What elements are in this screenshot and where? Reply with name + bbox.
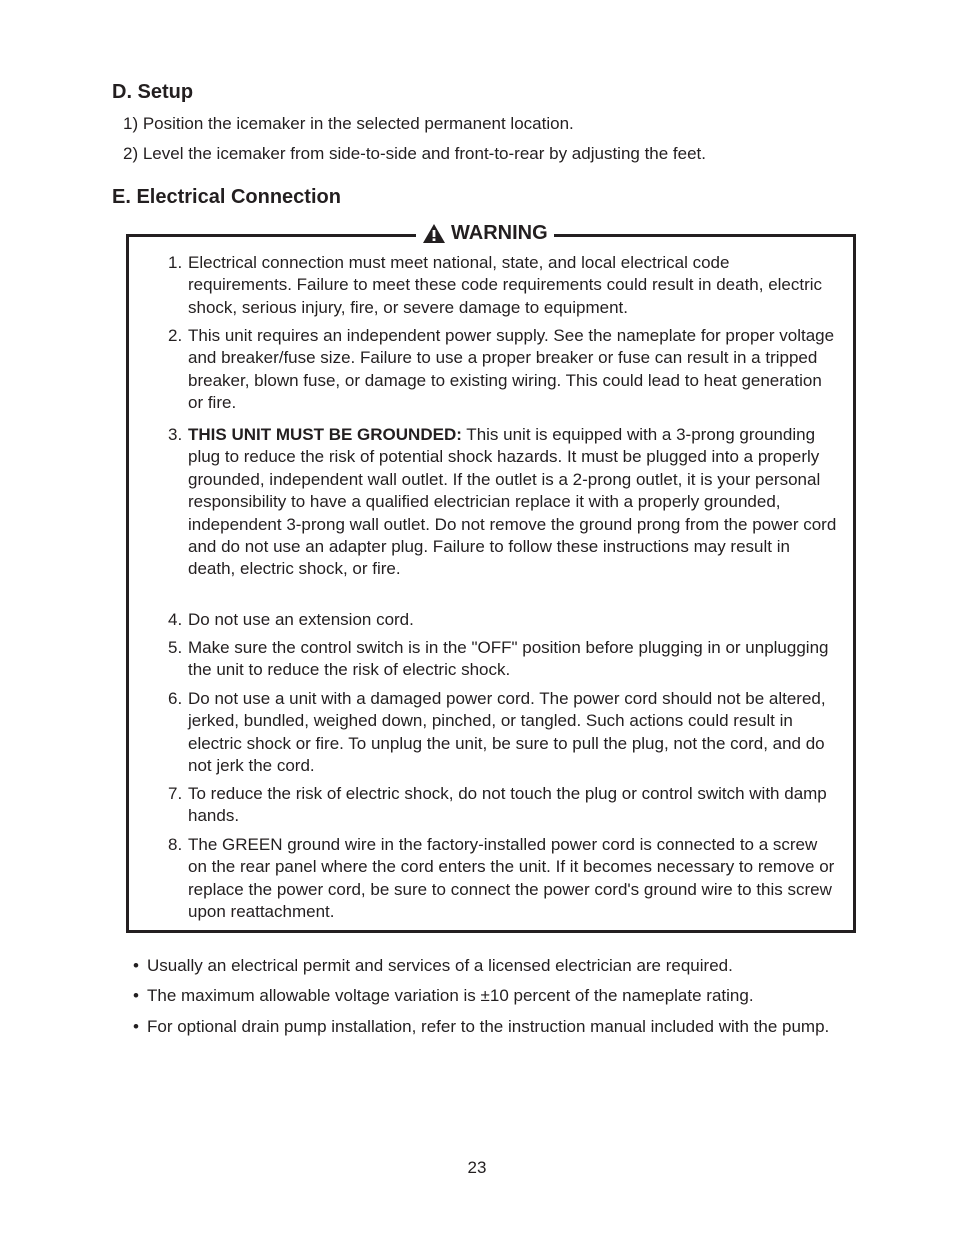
warning-title-text: WARNING: [451, 221, 548, 244]
bullet: •: [133, 986, 139, 1005]
warning-item-1: [168, 252, 838, 319]
warning-item-number: 5.: [168, 638, 183, 657]
warning-item-text: [168, 424, 838, 581]
warning-item-text: This unit requires an independent power supply. See the nameplate for proper voltage and breaker/fuse size. Failure to use a proper breaker or fuse can result in a tripped breaker, blown fuse, or damage to existing wiring. This could lead to heat generation or fire.: [188, 326, 835, 413]
grounding-emphasis: THIS UNIT MUST BE GROUNDED:: [188, 425, 462, 444]
warning-item-number: 3.: [168, 425, 183, 444]
warning-item-number: 7.: [168, 784, 183, 803]
note-text: For optional drain pump installation, refer to the instruction manual included with the pump.: [147, 1017, 830, 1036]
bullet: •: [133, 1017, 139, 1036]
warning-item-number: 4.: [168, 610, 183, 629]
bullet: •: [133, 956, 139, 975]
setup-step-2: 2) Level the icemaker from side-to-side and front-to-rear by adjusting the feet.: [123, 144, 707, 163]
note-text: The maximum allowable voltage variation is ±10 percent of the nameplate rating.: [147, 986, 754, 1005]
warning-item-8: [168, 834, 838, 924]
electrical-heading: E. Electrical Connection: [112, 186, 341, 208]
warning-title: [416, 219, 554, 247]
page-number: 23: [467, 1158, 487, 1177]
note-voltage: [133, 984, 853, 1007]
warning-item-number: 1.: [168, 253, 183, 272]
warning-item-3: [168, 424, 838, 581]
warning-item-text: Electrical connection must meet national, state, and local electrical code requirements. Failure to meet these code requirements could result in death, electric shock, serious injury, fire, or severe damage to equipment.: [188, 253, 823, 317]
warning-item-6: [168, 688, 838, 778]
grounding-text: This unit is equipped with a 3-prong grounding plug to reduce the risk of potential shock hazards. It must be plugged into a properly grounded, independent wall outlet. If the outlet is a 2-prong outlet, it is your personal responsibility to have a qualified electrician replace it with a properly grounded, independent 3-prong wall outlet. Do not remove the ground prong from the power cord and do not use an adapter plug. Failure to follow these instructions may result in death, electric shock, or fire.: [188, 425, 837, 579]
note-permit: [133, 954, 853, 977]
warning-item-text: To reduce the risk of electric shock, do not touch the plug or control switch with damp hands.: [188, 784, 827, 826]
note-drain-pump: [133, 1015, 853, 1038]
setup-step-1: 1) Position the icemaker in the selected permanent location.: [123, 114, 574, 133]
setup-heading: D. Setup: [112, 81, 194, 103]
note-text: Usually an electrical permit and services of a licensed electrician are required.: [147, 956, 733, 975]
warning-item-text: Do not use a unit with a damaged power cord. The power cord should not be altered, jerked, bundled, weighed down, pinched, or tangled. Such actions could result in electric shock or fire. To unplug the unit, be sure to pull the plug, not the cord, and do not jerk the cord.: [188, 689, 826, 776]
warning-item-4: [168, 609, 838, 631]
warning-item-text: Make sure the control switch is in the "OFF" position before plugging in or unplugging the unit to reduce the risk of electric shock.: [188, 638, 829, 680]
warning-triangle-icon: [422, 223, 446, 244]
warning-item-number: 6.: [168, 689, 183, 708]
warning-item-2: [168, 325, 838, 415]
warning-item-number: 8.: [168, 835, 183, 854]
warning-item-number: 2.: [168, 326, 183, 345]
warning-item-text: The GREEN ground wire in the factory-installed power cord is connected to a screw on the rear panel where the cord enters the unit. If it becomes necessary to remove or replace the power cord, be sure to connect the power cord's ground wire to this screw upon reattachment.: [188, 835, 835, 922]
warning-item-5: [168, 637, 838, 682]
warning-item-7: [168, 783, 838, 828]
warning-item-text: Do not use an extension cord.: [188, 610, 414, 629]
